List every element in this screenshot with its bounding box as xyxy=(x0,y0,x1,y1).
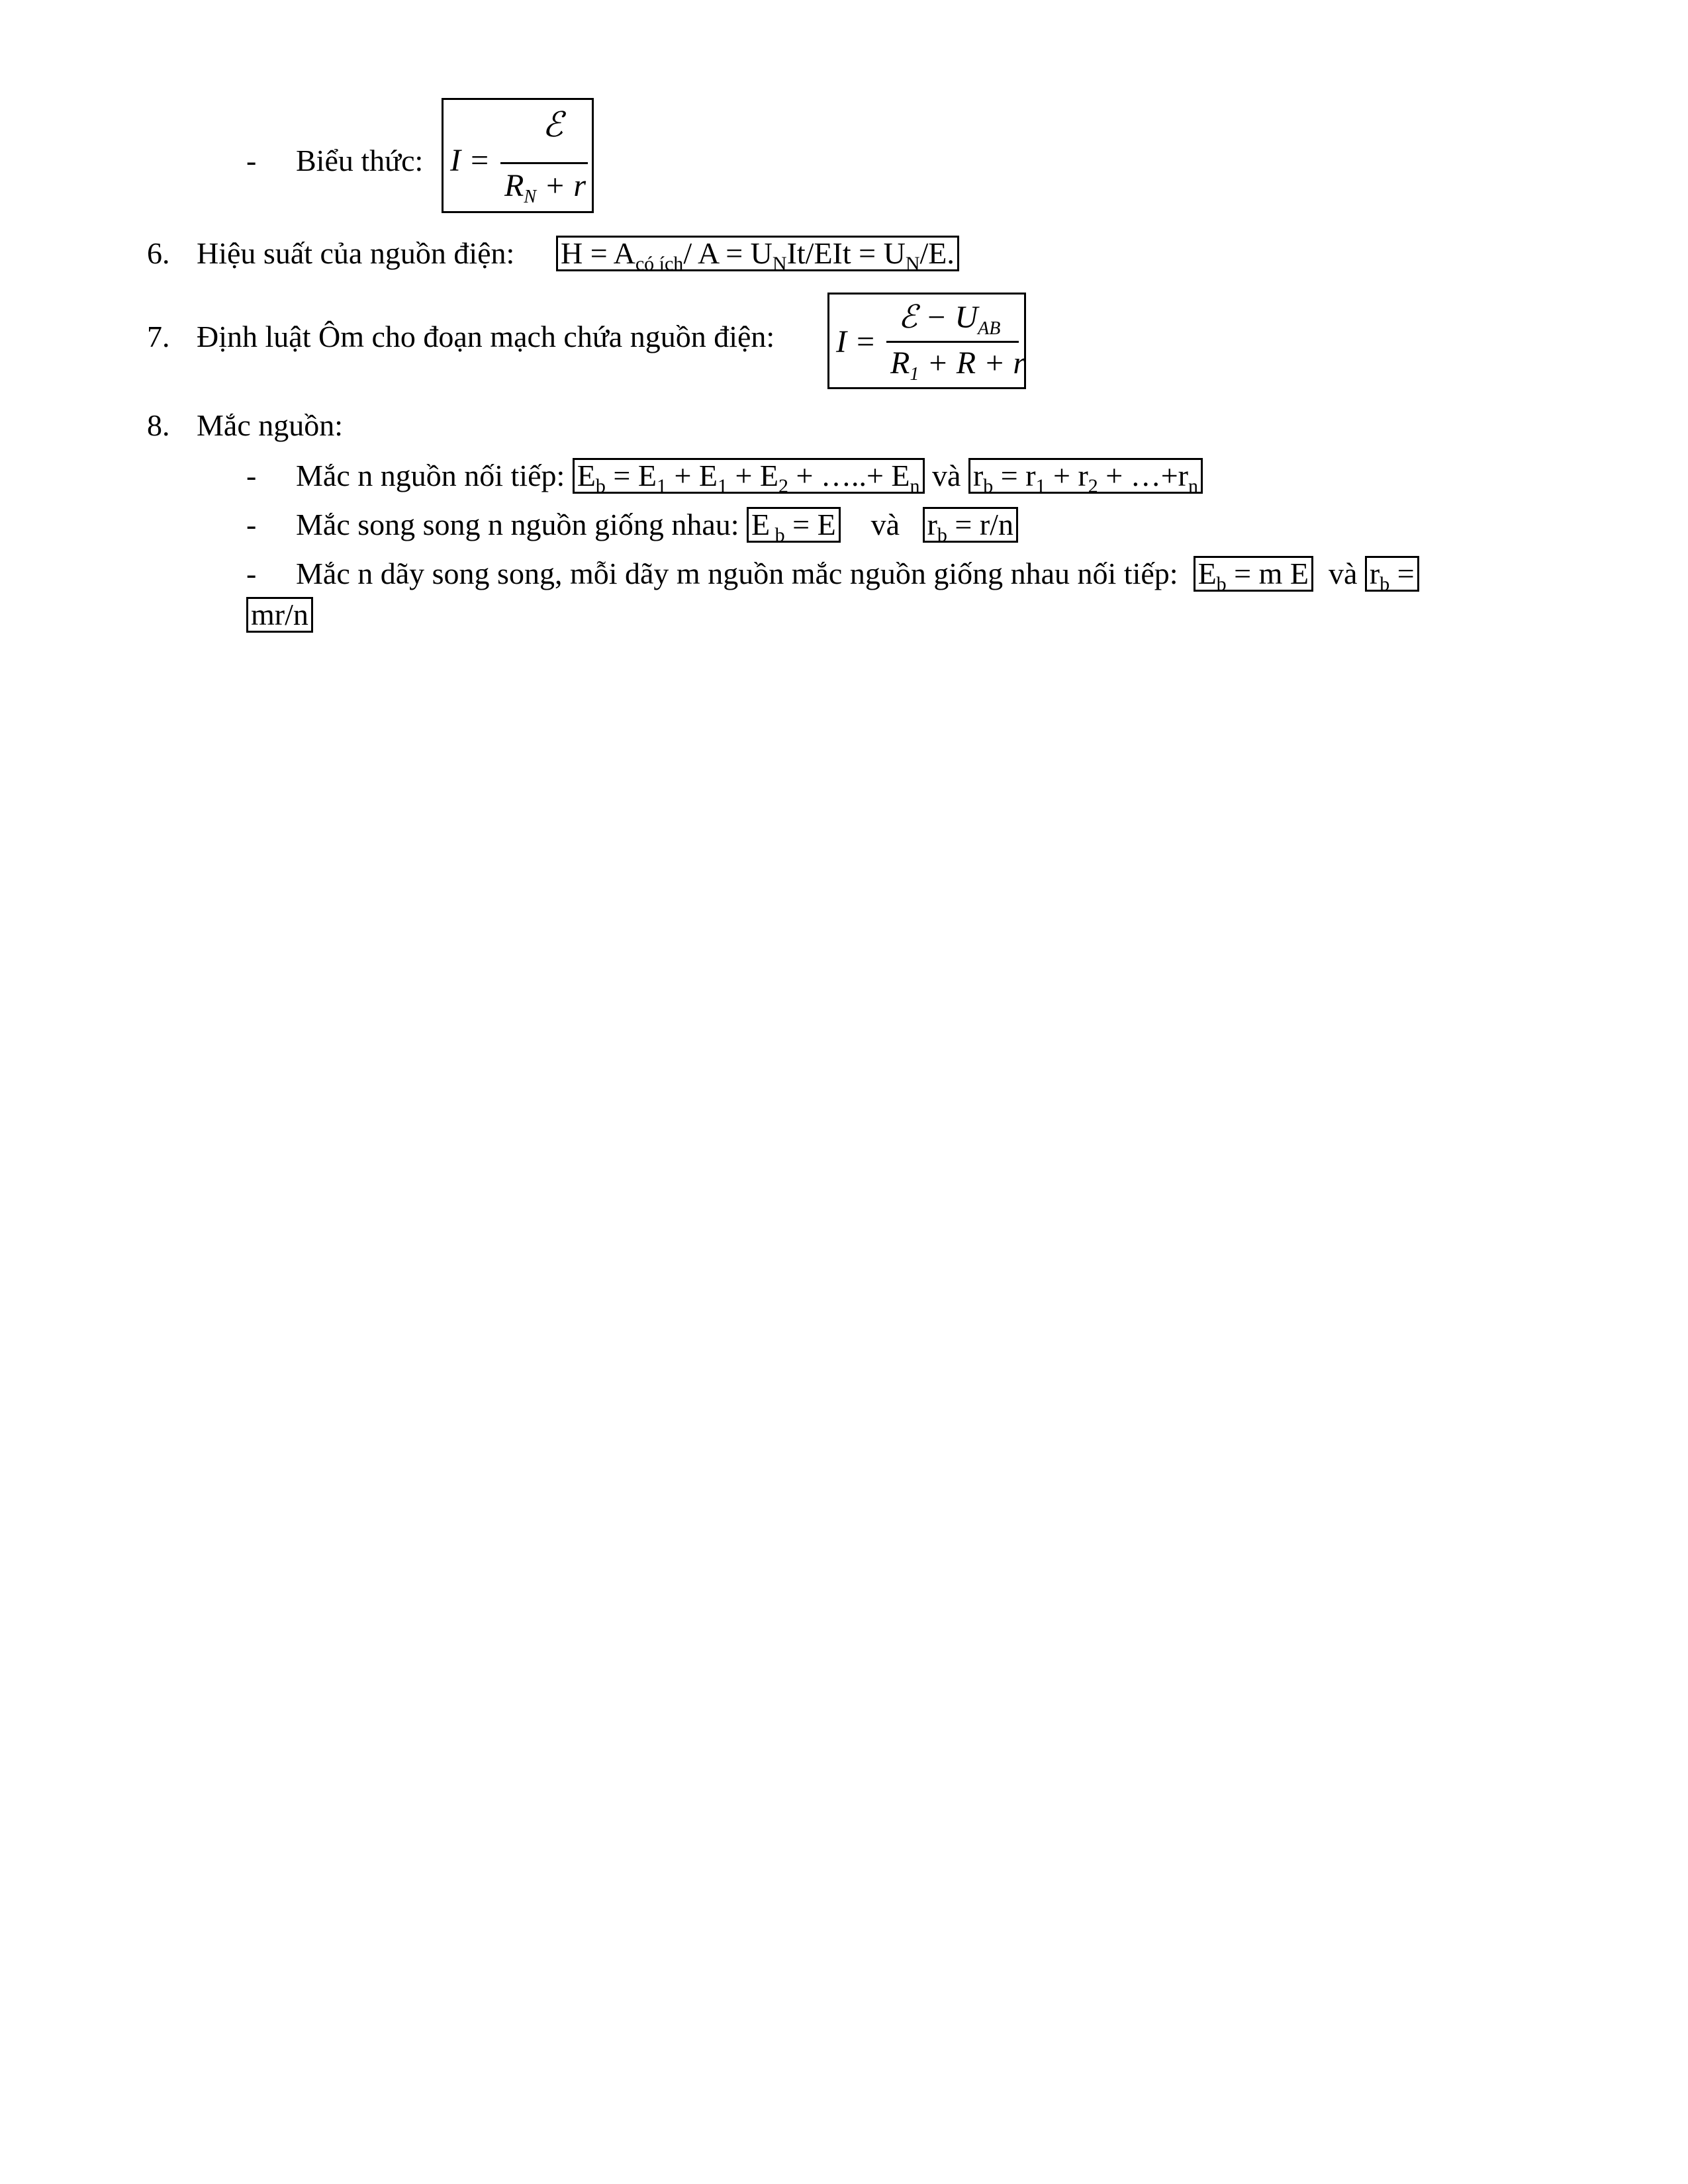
parallel-emf-formula: E $_b$ = E xyxy=(747,507,841,543)
fraction-bar xyxy=(500,162,588,164)
ohm-law-full-circuit-formula xyxy=(442,98,594,213)
formula-numerator-emf: ℰ xyxy=(542,105,563,145)
mixed-connection-line: Mắc n dãy song song, mỗi dãy m nguồn mắc nguồn giống nhau nối tiếp: $E_b = m$ E và $r_b$ = xyxy=(296,556,1419,592)
formula-denominator: $R_1 + R + r$ xyxy=(890,345,1026,385)
source-connection-label: Mắc nguồn: xyxy=(197,408,344,442)
series-emf-formula: $E_b = E_1 + E_1 + E_2$ + …..+ $E_n$ xyxy=(573,458,925,494)
bullet-dash: - xyxy=(246,144,257,177)
mixed-emf-formula: $E_b = m$ E xyxy=(1194,556,1313,592)
series-resistance-formula: $r_b = r_1 + r_2$ + $\dots+r_n$ xyxy=(968,458,1203,494)
item-number: 8. xyxy=(147,408,170,442)
formula-numerator: ℰ − $U_{AB}$ xyxy=(898,298,1001,339)
ohm-law-segment-formula xyxy=(827,293,1026,389)
efficiency-formula: $H = A_{có ích}/$ $A = U_NIt$/EIt = $U_N/E$. xyxy=(556,236,959,271)
expression-label: Biểu thức: xyxy=(296,144,424,177)
mixed-resistance-formula: $r_b$ = xyxy=(1365,556,1419,592)
item-number: 6. xyxy=(147,236,170,270)
efficiency-label: Hiệu suất của nguồn điện: xyxy=(197,236,515,270)
fraction-bar xyxy=(886,341,1019,343)
item-number: 7. xyxy=(147,320,170,353)
ohm-law-source-label: Định luật Ôm cho đoạn mạch chứa nguồn điện: xyxy=(197,320,775,353)
bullet-dash: - xyxy=(246,459,257,492)
bullet-dash: - xyxy=(246,557,257,590)
formula-lhs: I = xyxy=(450,143,491,178)
formula-denominator: $R_N + r$ xyxy=(504,168,586,207)
formula-lhs: I = xyxy=(836,324,876,359)
parallel-connection-line: Mắc song song n nguồn giống nhau: E $_b$ = E và $r_b = r/n$ xyxy=(296,507,1018,543)
mixed-resistance-wrap: mr/n xyxy=(246,597,313,633)
series-connection-line: Mắc n nguồn nối tiếp: $E_b = E_1 + E_1 + E_2$ + …..+ $E_n$ và $r_b = r_1 + r_2$ + $\dots+r_n$ xyxy=(296,458,1203,494)
bullet-dash: - xyxy=(246,508,257,541)
parallel-resistance-formula: $r_b = r/n$ xyxy=(923,507,1018,543)
